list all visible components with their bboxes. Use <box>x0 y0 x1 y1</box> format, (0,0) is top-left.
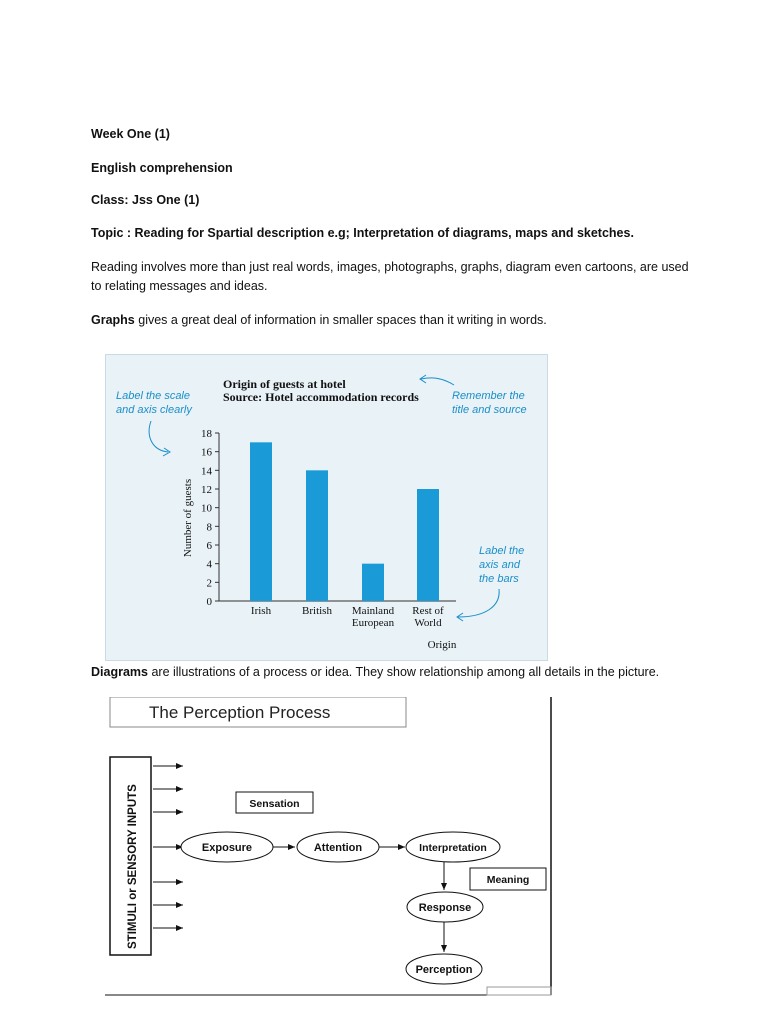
diagrams-description: are illustrations of a process or idea. They show relationship among all details in the picture. <box>147 665 660 679</box>
bar <box>306 470 328 601</box>
week-heading: Week One (1) <box>91 127 170 141</box>
sensation-label: Sensation <box>249 798 300 810</box>
response-label: Response <box>418 902 472 914</box>
exposure-label: Exposure <box>201 842 253 854</box>
corner-box <box>487 987 551 995</box>
diagrams-term: Diagrams <box>91 665 148 679</box>
intro-paragraph: Reading involves more than just real words, images, photographs, graphs, diagram even cartoons, are used to relating messages and ideas. <box>91 260 689 293</box>
attention-label: Attention <box>313 842 363 854</box>
bar <box>417 489 439 601</box>
annotation-left: Label the scale <box>116 390 190 402</box>
annotation-right-top: title and source <box>452 404 527 416</box>
y-tick-label: 18 <box>201 428 212 440</box>
diagram-title: The Perception Process <box>149 703 331 722</box>
bar <box>362 564 384 601</box>
annotation-arrow <box>149 421 168 452</box>
subject-heading: English comprehension <box>91 161 233 175</box>
perception-diagram <box>105 697 555 1002</box>
annotation-right-bottom: the bars <box>479 573 519 585</box>
annotation-right-bottom: Label the <box>479 545 525 557</box>
annotation-right-top: Remember the <box>452 390 525 402</box>
graphs-paragraph <box>91 313 547 327</box>
y-tick-label: 0 <box>206 596 212 608</box>
graphs-term: Graphs <box>91 313 135 327</box>
annotation-arrow <box>458 589 499 617</box>
y-tick-label: 2 <box>206 577 212 590</box>
y-tick-label: 6 <box>206 540 212 552</box>
x-tick-label: European <box>351 617 395 629</box>
annotation-left: and axis clearly <box>116 404 192 416</box>
topic-heading: Topic : Reading for Spartial description e.g; Interpretation of diagrams, maps and sketches. <box>91 226 634 240</box>
y-axis-label: Number of guests <box>182 478 194 558</box>
y-tick-label: 4 <box>206 558 212 571</box>
stimuli-label: STIMULI or SENSORY INPUTS <box>127 784 139 949</box>
x-tick-label: Rest of <box>412 605 444 617</box>
bar <box>250 442 272 601</box>
class-heading: Class: Jss One (1) <box>91 193 200 207</box>
chart-subtitle: Source: Hotel accommodation records <box>223 390 419 404</box>
diagrams-paragraph <box>91 665 659 679</box>
annotation-arrow <box>421 378 454 385</box>
x-tick-label: World <box>414 617 442 629</box>
x-axis-label: Origin <box>427 639 457 651</box>
chart-title: Origin of guests at hotel <box>223 377 346 391</box>
meaning-label: Meaning <box>486 874 530 886</box>
x-tick-label: British <box>302 605 332 617</box>
x-tick-label: Irish <box>250 605 272 617</box>
graphs-description: gives a great deal of information in smaller spaces than it writing in words. <box>134 313 547 327</box>
y-tick-label: 16 <box>201 446 212 459</box>
y-tick-label: 12 <box>201 484 212 496</box>
x-tick-label: Mainland <box>351 605 395 617</box>
y-tick-label: 10 <box>201 502 212 515</box>
y-tick-label: 14 <box>201 465 212 478</box>
interpretation-label: Interpretation <box>419 842 487 854</box>
bar-chart-figure <box>105 354 548 661</box>
annotation-right-bottom: axis and <box>479 559 520 571</box>
bar-chart <box>106 355 547 660</box>
y-tick-label: 8 <box>206 521 212 534</box>
perception-label: Perception <box>415 964 473 976</box>
